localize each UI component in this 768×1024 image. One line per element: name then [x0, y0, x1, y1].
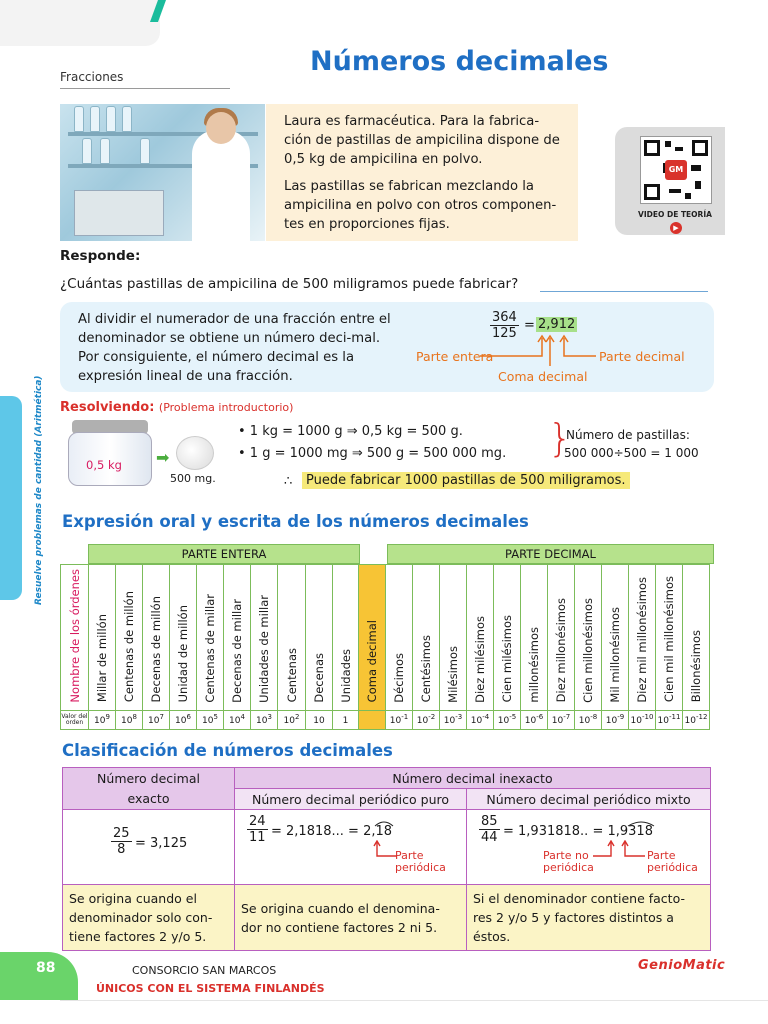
jar-label: 0,5 kg	[86, 458, 122, 472]
mixed-fraction	[479, 814, 500, 845]
concept-text: Al dividir el numerador de una fracción entre el denominador se obtiene un número deci-mal. Por consiguiente, el número decimal es la expresión lineal de una fracción.	[78, 312, 391, 384]
order-name: Diez mil millonésimos	[635, 576, 649, 703]
order-value-base: 10	[657, 716, 669, 727]
order-name: Diez millonésimos	[554, 598, 568, 703]
order-value-exponent: 9	[105, 713, 110, 722]
order-name: millonésimos	[527, 626, 541, 703]
order-name-cell	[656, 565, 683, 711]
resolviendo-label: Resolviendo:	[60, 400, 155, 415]
exact-numerator: 25	[113, 826, 130, 841]
order-value-exponent: -12	[696, 713, 708, 722]
label-parte-entera: Parte entera	[416, 349, 494, 364]
pill-label: 500 mg.	[170, 472, 216, 485]
order-value-exponent: -3	[455, 713, 463, 722]
period-arc-icon	[627, 819, 655, 827]
resolviendo-sub: (Problema introductorio)	[158, 401, 294, 414]
orders-names-row	[61, 565, 710, 711]
section-title-expresion: Expresión oral y escrita de los números decimales	[62, 512, 529, 531]
conclusion-text: Puede fabricar 1000 pastillas de 500 miligramos.	[302, 472, 630, 489]
label-parte-decimal: Parte decimal	[599, 349, 685, 364]
mixed-nonperiod-label: Parte no periódica	[543, 849, 594, 874]
order-value-base: 10	[389, 716, 402, 727]
order-name-cell	[170, 565, 197, 711]
intro-paragraph-1: Laura es farmacéutica. Para la fabrica-ción de pastillas de ampicilina dispone de 0,5 kg de ampicilina en polvo.	[284, 114, 560, 167]
orders-values-row	[61, 710, 710, 729]
responde-label: Responde:	[60, 248, 141, 264]
order-value-base: 10	[121, 716, 133, 727]
lab-bottle	[122, 106, 132, 132]
order-value-exponent: -10	[642, 713, 654, 722]
order-name: Milésimos	[446, 645, 460, 703]
order-value-exponent: 6	[186, 713, 191, 722]
pure-period-label: Parte periódica	[395, 849, 446, 874]
order-value-cell	[440, 710, 467, 729]
pharmacist-figure	[192, 130, 250, 241]
order-value-base: 10	[256, 716, 268, 727]
order-value-cell	[197, 710, 224, 729]
resolviendo-heading	[60, 400, 293, 415]
order-value-cell	[683, 710, 710, 729]
equals-sign: =	[524, 318, 535, 333]
order-value-cell	[143, 710, 170, 729]
header-parte-entera: PARTE ENTERA	[88, 544, 360, 564]
order-name: Unidades de millar	[257, 594, 271, 703]
footer-publisher: CONSORCIO SAN MARCOS	[132, 964, 277, 977]
breadcrumb-divider	[60, 88, 230, 89]
order-name-cell	[251, 565, 278, 711]
order-name: Cien mil millonésimos	[662, 576, 676, 703]
note-pure: Se origina cuando el denomina-dor no contiene factores 2 ni 5.	[235, 885, 467, 951]
order-name-cell	[575, 565, 602, 711]
order-value-cell	[386, 710, 413, 729]
section-title-clasificacion: Clasificación de números decimales	[62, 741, 393, 760]
mixed-result-text: = 1,931818.. = 1,9	[503, 824, 629, 839]
order-value-cell	[467, 710, 494, 729]
order-name: Billonésimos	[689, 630, 703, 703]
order-name-cell	[197, 565, 224, 711]
row-header-values: Valor del orden	[61, 710, 89, 729]
example-pure-cell	[235, 810, 467, 885]
order-value-exponent: 4	[240, 713, 245, 722]
order-value-cell	[224, 710, 251, 729]
pill-image	[176, 436, 214, 470]
video-label[interactable]: VIDEO DE TEORÍA	[638, 210, 712, 219]
brand-logo: GenioMatic	[638, 958, 726, 973]
order-value-base: 10	[443, 716, 456, 727]
order-name: Decenas de millón	[149, 596, 163, 703]
order-name-cell	[629, 565, 656, 711]
order-name-cell	[224, 565, 251, 711]
order-value-base: 10	[202, 716, 214, 727]
fraction-numerator: 364	[492, 310, 517, 325]
order-value-exponent: -9	[617, 713, 625, 722]
order-value-cell	[306, 710, 333, 729]
label-coma-decimal: Coma decimal	[498, 369, 588, 384]
order-value-exponent: 5	[213, 713, 218, 722]
note-mixed: Si el denominador contiene facto-res 2 y/o 5 y factores distintos a éstos.	[467, 885, 711, 951]
order-name-cell	[494, 565, 521, 711]
order-value-cell	[656, 710, 683, 729]
intro-paragraph-2: Las pastillas se fabrican mezclando la ampicilina en polvo con otros componen-tes en proporciones fijas.	[284, 179, 557, 232]
order-name-cell	[548, 565, 575, 711]
order-value-base: 1	[342, 716, 349, 727]
lab-bottle	[74, 106, 84, 132]
exact-result: = 3,125	[135, 836, 188, 851]
mixed-result	[503, 824, 653, 839]
order-name-cell	[143, 565, 170, 711]
order-name: Diez milésimos	[473, 615, 487, 703]
page-number: 88	[36, 960, 56, 976]
pure-period	[375, 824, 392, 839]
order-value-exponent: 2	[294, 713, 300, 722]
order-name-cell	[333, 565, 359, 711]
order-name: Centenas	[284, 648, 299, 703]
order-value-cell	[333, 710, 359, 729]
pharmacist-head	[206, 112, 236, 144]
order-value-cell	[413, 710, 440, 729]
therefore-icon: ∴	[284, 474, 293, 489]
side-tab	[0, 396, 22, 600]
lab-bottle	[100, 138, 110, 164]
fraction-denominator: 125	[492, 326, 517, 341]
mixed-period	[628, 824, 653, 839]
mixed-period-label: Parte periódica	[647, 849, 698, 874]
order-name-cell	[359, 565, 386, 711]
col-exact-header: Número decimal exacto	[63, 768, 235, 810]
answer-blank[interactable]	[540, 291, 708, 292]
order-value-base: 10	[605, 716, 618, 727]
order-name: Centésimos	[419, 635, 433, 703]
order-name: Centenas de millón	[122, 591, 136, 703]
order-value-base: 10	[416, 716, 429, 727]
order-value-cell	[89, 710, 116, 729]
order-value-exponent: 3	[267, 713, 272, 722]
order-name-cell	[467, 565, 494, 711]
mixed-denominator: 44	[481, 830, 498, 845]
conversion-g: • 1 g = 1000 mg ⇒ 500 g = 500 000 mg.	[238, 446, 507, 461]
order-name-cell	[306, 565, 333, 711]
order-value-base: 10	[470, 716, 483, 727]
integer-part: 2	[538, 317, 547, 332]
orders-table	[60, 564, 710, 730]
order-value-cell	[278, 710, 306, 729]
order-name: Decenas de millar	[230, 598, 244, 703]
lab-bottle	[82, 138, 92, 164]
col-mixed-header: Número decimal periódico mixto	[467, 789, 711, 810]
lab-bottle	[90, 106, 100, 132]
footer-divider	[60, 1000, 768, 1001]
period-arc-icon	[374, 819, 394, 827]
order-value-exponent: 7	[159, 713, 164, 722]
brace-icon: }	[548, 416, 573, 460]
order-value-base: 10	[524, 716, 537, 727]
classification-table	[62, 767, 711, 951]
order-name-cell	[602, 565, 629, 711]
order-value-base: 10	[630, 716, 642, 727]
page-title: Números decimales	[310, 46, 609, 77]
decimal-result	[536, 317, 577, 332]
order-value-base: 10	[229, 716, 241, 727]
lab-bottle	[106, 106, 116, 132]
order-value-cell	[116, 710, 143, 729]
count-calculation: 500 000÷500 = 1 000	[564, 446, 699, 460]
arrow-right-icon: ➡	[156, 448, 170, 467]
order-value-exponent: -1	[401, 713, 409, 722]
order-name: Coma decimal	[365, 620, 379, 703]
example-mixed-cell	[467, 810, 711, 885]
order-value-base: 10	[148, 716, 160, 727]
order-value-cell	[251, 710, 278, 729]
row-header-names	[61, 565, 89, 711]
exact-fraction	[111, 826, 132, 857]
note-exact: Se origina cuando el denominador solo con-tiene factores 2 y/o 5.	[63, 885, 235, 951]
intro-text-box	[266, 104, 578, 241]
order-name-cell	[413, 565, 440, 711]
order-name: Décimos	[392, 652, 406, 703]
row-label-orders: Nombre de los órdenes	[67, 569, 82, 703]
pharmacist-photo	[60, 104, 265, 241]
order-value-cell	[548, 710, 575, 729]
order-value-base: 10	[578, 716, 591, 727]
order-value-exponent: 8	[132, 713, 137, 722]
footer-slogan: ÚNICOS CON EL SISTEMA FINLANDÉS	[96, 982, 325, 995]
decimal-comma: ,	[546, 317, 551, 332]
header-parte-decimal: PARTE DECIMAL	[387, 544, 714, 564]
play-icon[interactable]: ▶	[670, 222, 682, 234]
order-name: Centenas de millar	[203, 594, 217, 703]
order-value-exponent: -7	[563, 713, 571, 722]
order-value-cell	[494, 710, 521, 729]
side-tab-label: Resuelve problemas de cantidad (Aritmética)	[34, 375, 44, 605]
breadcrumb: Fracciones	[60, 70, 124, 84]
example-exact-cell	[63, 810, 235, 885]
order-value-exponent: -5	[509, 713, 517, 722]
order-name: Cien millonésimos	[581, 597, 595, 703]
order-name: Unidades	[338, 648, 353, 703]
order-name-cell	[278, 565, 306, 711]
order-value-base: 10	[497, 716, 510, 727]
order-value-base: 10	[175, 716, 187, 727]
geniomatic-logo-icon: GM	[665, 160, 687, 180]
pure-denominator: 11	[249, 830, 266, 845]
order-name-cell	[683, 565, 710, 711]
order-name: Mil millonésimos	[608, 606, 622, 703]
mixed-period-digits: 318	[628, 824, 653, 839]
pure-numerator: 24	[249, 814, 266, 829]
order-name-cell	[440, 565, 467, 711]
order-value-cell	[602, 710, 629, 729]
order-name: Unidad de millón	[176, 605, 190, 703]
order-name: Millar de millón	[95, 614, 109, 703]
pure-fraction	[247, 814, 268, 845]
mixed-numerator: 85	[481, 814, 498, 829]
order-value-exponent: -2	[428, 713, 436, 722]
order-value-base: 10	[313, 716, 325, 727]
order-value-exponent: -6	[536, 713, 544, 722]
order-name: Cien milésimos	[500, 615, 514, 703]
order-value-base: 10	[551, 716, 564, 727]
col-pure-header: Número decimal periódico puro	[235, 789, 467, 810]
order-value-exponent: -8	[590, 713, 598, 722]
order-value-cell	[170, 710, 197, 729]
order-value-cell	[629, 710, 656, 729]
count-title: Número de pastillas:	[566, 428, 690, 442]
order-value-base: 10	[684, 716, 696, 727]
pure-period-digits: 18	[375, 824, 393, 839]
pure-result	[271, 824, 392, 839]
order-name-cell	[386, 565, 413, 711]
exact-denominator: 8	[117, 842, 126, 857]
question-text: ¿Cuántas pastillas de ampicilina de 500 miligramos puede fabricar?	[60, 276, 519, 292]
lab-equipment	[74, 190, 164, 236]
lab-bottle	[140, 138, 150, 164]
order-value-cell	[359, 710, 386, 729]
decimal-part: 912	[550, 317, 576, 332]
order-value-base: 10	[94, 716, 106, 727]
col-inexact-header: Número decimal inexacto	[235, 768, 711, 789]
order-value-exponent: -11	[669, 713, 681, 722]
order-name-cell	[116, 565, 143, 711]
top-corner-tab	[0, 0, 160, 46]
order-value-cell	[575, 710, 602, 729]
order-name-cell	[521, 565, 548, 711]
order-name: Decenas	[312, 652, 326, 703]
order-value-exponent: -4	[482, 713, 490, 722]
order-value-base: 10	[283, 716, 295, 727]
pure-result-text: = 2,1818... = 2,	[271, 824, 376, 839]
order-value-cell	[521, 710, 548, 729]
conversion-kg: • 1 kg = 1000 g ⇒ 0,5 kg = 500 g.	[238, 424, 463, 439]
order-name-cell	[89, 565, 116, 711]
